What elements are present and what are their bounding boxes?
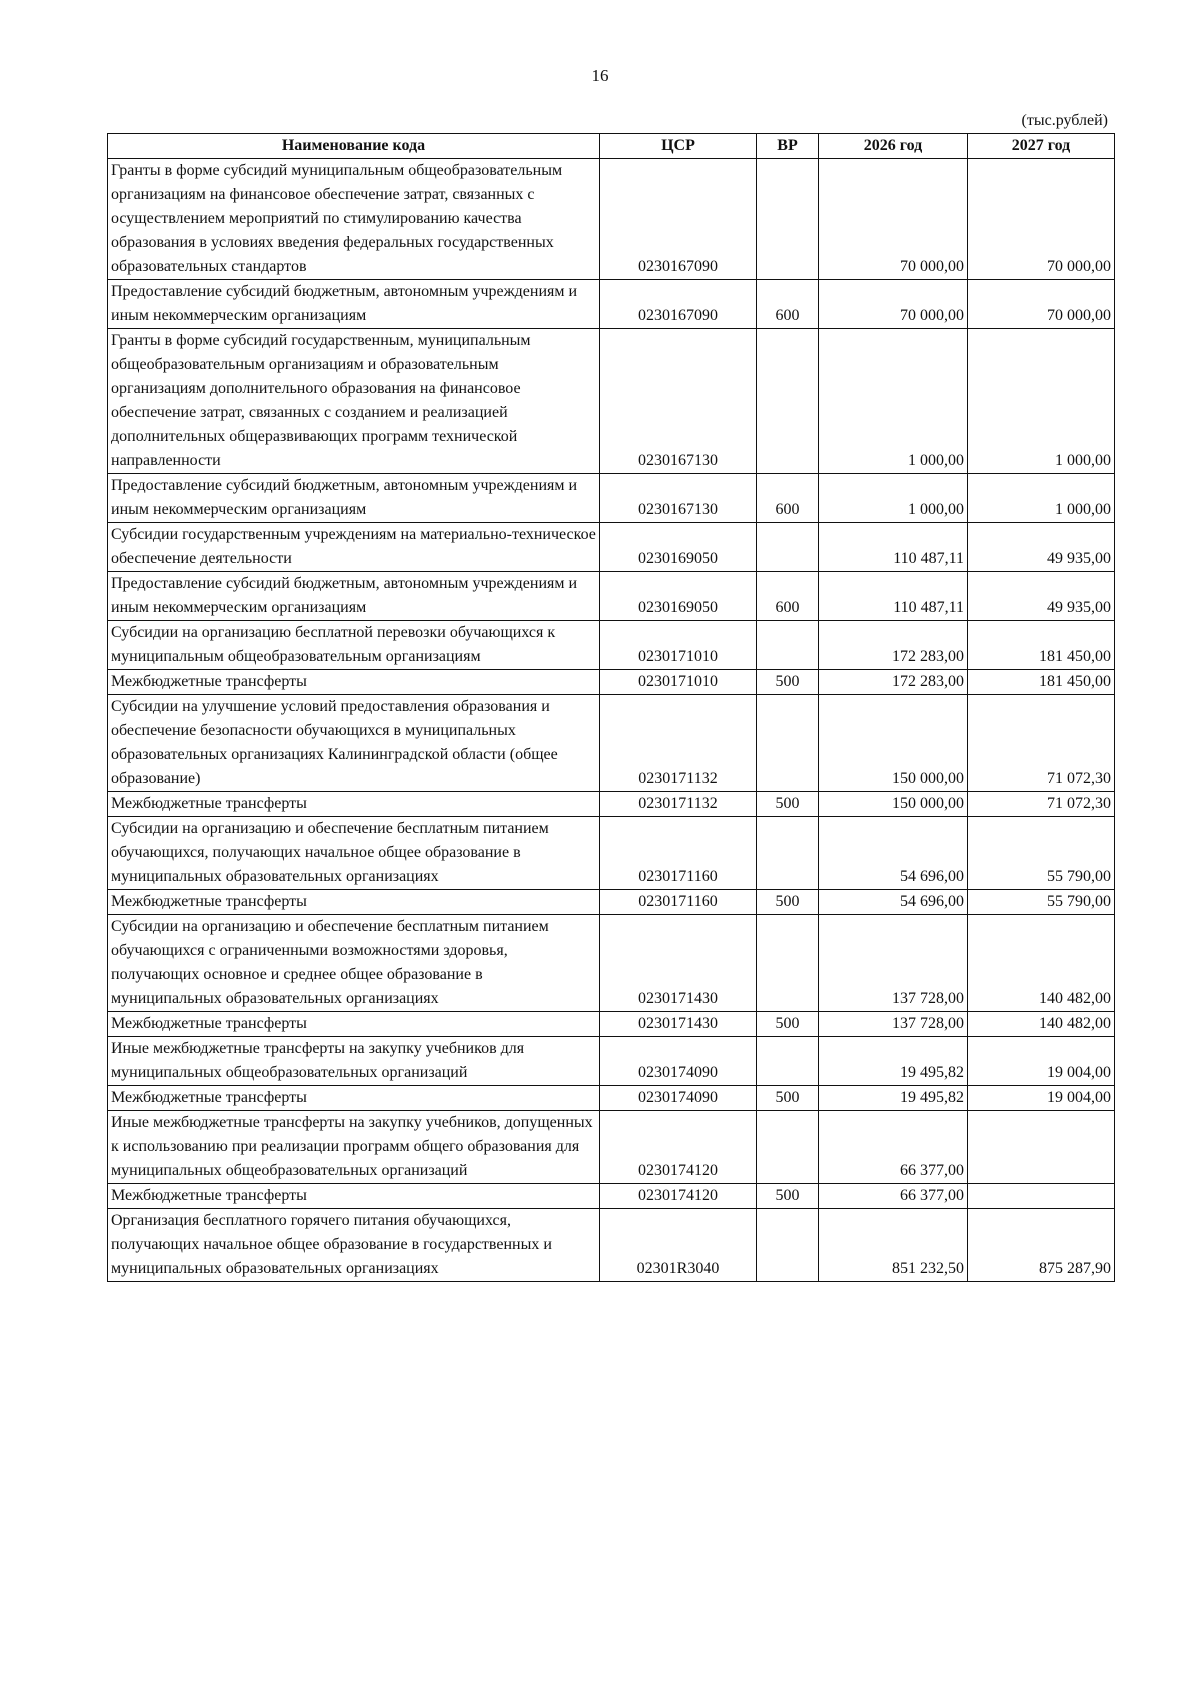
cell-2027 — [968, 1111, 1115, 1184]
cell-vr: 500 — [757, 792, 819, 817]
cell-csr: 02301R3040 — [600, 1209, 757, 1282]
cell-name: Предоставление субсидий бюджетным, автономным учреждениям и иным некоммерческим организациям — [108, 572, 600, 621]
cell-2027: 1 000,00 — [968, 329, 1115, 474]
cell-vr: 600 — [757, 474, 819, 523]
cell-2027: 70 000,00 — [968, 280, 1115, 329]
table-row — [108, 695, 1115, 792]
cell-2026: 172 283,00 — [819, 670, 968, 695]
table-row — [108, 1184, 1115, 1209]
cell-2026: 150 000,00 — [819, 792, 968, 817]
cell-2026: 110 487,11 — [819, 572, 968, 621]
cell-csr: 0230171132 — [600, 792, 757, 817]
cell-vr — [757, 915, 819, 1012]
cell-csr: 0230171430 — [600, 1012, 757, 1037]
cell-2026: 70 000,00 — [819, 159, 968, 280]
cell-2027: 19 004,00 — [968, 1037, 1115, 1086]
cell-vr — [757, 329, 819, 474]
cell-2027: 55 790,00 — [968, 817, 1115, 890]
cell-2027: 49 935,00 — [968, 523, 1115, 572]
table-row — [108, 1037, 1115, 1086]
cell-vr: 500 — [757, 1012, 819, 1037]
cell-name: Организация бесплатного горячего питания обучающихся, получающих начальное общее образование в государственных и муниципальных образовательных организациях — [108, 1209, 600, 1282]
cell-csr: 0230174090 — [600, 1086, 757, 1111]
cell-name: Межбюджетные трансферты — [108, 1012, 600, 1037]
cell-vr: 500 — [757, 1184, 819, 1209]
cell-vr — [757, 523, 819, 572]
cell-name: Гранты в форме субсидий государственным, муниципальным общеобразовательным организациям и образовательным организациям дополнительного образования на финансовое обеспечение затрат, связанных с созданием и реализацией дополнительных общеразвивающих программ технической направленности — [108, 329, 600, 474]
cell-name: Межбюджетные трансферты — [108, 670, 600, 695]
cell-2026: 19 495,82 — [819, 1037, 968, 1086]
cell-2027: 55 790,00 — [968, 890, 1115, 915]
cell-2027: 1 000,00 — [968, 474, 1115, 523]
cell-csr: 0230174090 — [600, 1037, 757, 1086]
cell-2027: 140 482,00 — [968, 915, 1115, 1012]
cell-csr: 0230171010 — [600, 670, 757, 695]
cell-vr — [757, 817, 819, 890]
cell-2026: 54 696,00 — [819, 890, 968, 915]
cell-vr — [757, 621, 819, 670]
header-2026: 2026 год — [819, 134, 968, 159]
cell-csr: 0230167130 — [600, 329, 757, 474]
cell-csr: 0230167090 — [600, 280, 757, 329]
cell-2027: 140 482,00 — [968, 1012, 1115, 1037]
cell-vr: 600 — [757, 280, 819, 329]
cell-2026: 137 728,00 — [819, 1012, 968, 1037]
table-body — [108, 159, 1115, 1282]
cell-csr: 0230167090 — [600, 159, 757, 280]
budget-table — [107, 133, 1115, 1282]
table-header — [108, 134, 1115, 159]
table-row — [108, 523, 1115, 572]
cell-vr: 500 — [757, 890, 819, 915]
cell-2026: 137 728,00 — [819, 915, 968, 1012]
cell-name: Субсидии государственным учреждениям на материально-техническое обеспечение деятельности — [108, 523, 600, 572]
cell-2027: 875 287,90 — [968, 1209, 1115, 1282]
table-row — [108, 474, 1115, 523]
cell-name: Субсидии на организацию бесплатной перевозки обучающихся к муниципальным общеобразовательным организациям — [108, 621, 600, 670]
cell-name: Предоставление субсидий бюджетным, автономным учреждениям и иным некоммерческим организациям — [108, 280, 600, 329]
cell-name: Субсидии на улучшение условий предоставления образования и обеспечение безопасности обучающихся в муниципальных образовательных организациях Калининградской области (общее образование) — [108, 695, 600, 792]
cell-2026: 110 487,11 — [819, 523, 968, 572]
cell-name: Межбюджетные трансферты — [108, 1184, 600, 1209]
cell-vr — [757, 1111, 819, 1184]
cell-vr — [757, 1037, 819, 1086]
cell-2027 — [968, 1184, 1115, 1209]
cell-2027: 70 000,00 — [968, 159, 1115, 280]
header-row — [108, 134, 1115, 159]
table-row — [108, 1111, 1115, 1184]
table-row — [108, 159, 1115, 280]
cell-name: Субсидии на организацию и обеспечение бесплатным питанием обучающихся, получающих начальное общее образование в муниципальных образовательных организациях — [108, 817, 600, 890]
page-number: 16 — [591, 66, 609, 85]
cell-csr: 0230174120 — [600, 1111, 757, 1184]
cell-csr: 0230171132 — [600, 695, 757, 792]
cell-name: Субсидии на организацию и обеспечение бесплатным питанием обучающихся с ограниченными возможностями здоровья, получающих основное и среднее общее образование в муниципальных образовательных организациях — [108, 915, 600, 1012]
cell-2027: 181 450,00 — [968, 621, 1115, 670]
table-row — [108, 1209, 1115, 1282]
table-row — [108, 890, 1115, 915]
cell-name: Иные межбюджетные трансферты на закупку учебников, допущенных к использованию при реализации программ общего образования для муниципальных общеобразовательных организаций — [108, 1111, 600, 1184]
cell-2026: 1 000,00 — [819, 329, 968, 474]
cell-csr: 0230169050 — [600, 523, 757, 572]
table-row — [108, 621, 1115, 670]
cell-vr — [757, 695, 819, 792]
cell-2027: 71 072,30 — [968, 695, 1115, 792]
cell-vr — [757, 1209, 819, 1282]
cell-2026: 1 000,00 — [819, 474, 968, 523]
table-row — [108, 1086, 1115, 1111]
cell-csr: 0230171160 — [600, 817, 757, 890]
cell-vr — [757, 159, 819, 280]
cell-name: Межбюджетные трансферты — [108, 792, 600, 817]
cell-2026: 150 000,00 — [819, 695, 968, 792]
table-row — [108, 329, 1115, 474]
cell-2026: 19 495,82 — [819, 1086, 968, 1111]
units-label: (тыс.рублей) — [1021, 112, 1108, 129]
cell-csr: 0230171160 — [600, 890, 757, 915]
table-row — [108, 280, 1115, 329]
cell-2026: 70 000,00 — [819, 280, 968, 329]
header-name: Наименование кода — [108, 134, 600, 159]
cell-2027: 71 072,30 — [968, 792, 1115, 817]
table-row — [108, 792, 1115, 817]
cell-2026: 66 377,00 — [819, 1184, 968, 1209]
cell-csr: 0230167130 — [600, 474, 757, 523]
header-vr: ВР — [757, 134, 819, 159]
cell-2027: 49 935,00 — [968, 572, 1115, 621]
header-csr: ЦСР — [600, 134, 757, 159]
cell-2026: 66 377,00 — [819, 1111, 968, 1184]
cell-name: Иные межбюджетные трансферты на закупку учебников для муниципальных общеобразовательных организаций — [108, 1037, 600, 1086]
cell-2026: 851 232,50 — [819, 1209, 968, 1282]
cell-name: Межбюджетные трансферты — [108, 1086, 600, 1111]
table-row — [108, 817, 1115, 890]
cell-name: Гранты в форме субсидий муниципальным общеобразовательным организациям на финансовое обеспечение затрат, связанных с осуществлением мероприятий по стимулированию качества образования в условиях введения федеральных государственных образовательных стандартов — [108, 159, 600, 280]
table-row — [108, 1012, 1115, 1037]
cell-2026: 172 283,00 — [819, 621, 968, 670]
cell-2026: 54 696,00 — [819, 817, 968, 890]
cell-csr: 0230174120 — [600, 1184, 757, 1209]
table-row — [108, 915, 1115, 1012]
cell-csr: 0230171010 — [600, 621, 757, 670]
cell-vr: 500 — [757, 1086, 819, 1111]
cell-csr: 0230171430 — [600, 915, 757, 1012]
cell-name: Межбюджетные трансферты — [108, 890, 600, 915]
cell-2027: 181 450,00 — [968, 670, 1115, 695]
table-row — [108, 670, 1115, 695]
cell-name: Предоставление субсидий бюджетным, автономным учреждениям и иным некоммерческим организациям — [108, 474, 600, 523]
header-2027: 2027 год — [968, 134, 1115, 159]
cell-csr: 0230169050 — [600, 572, 757, 621]
cell-vr: 500 — [757, 670, 819, 695]
cell-vr: 600 — [757, 572, 819, 621]
table-row — [108, 572, 1115, 621]
cell-2027: 19 004,00 — [968, 1086, 1115, 1111]
